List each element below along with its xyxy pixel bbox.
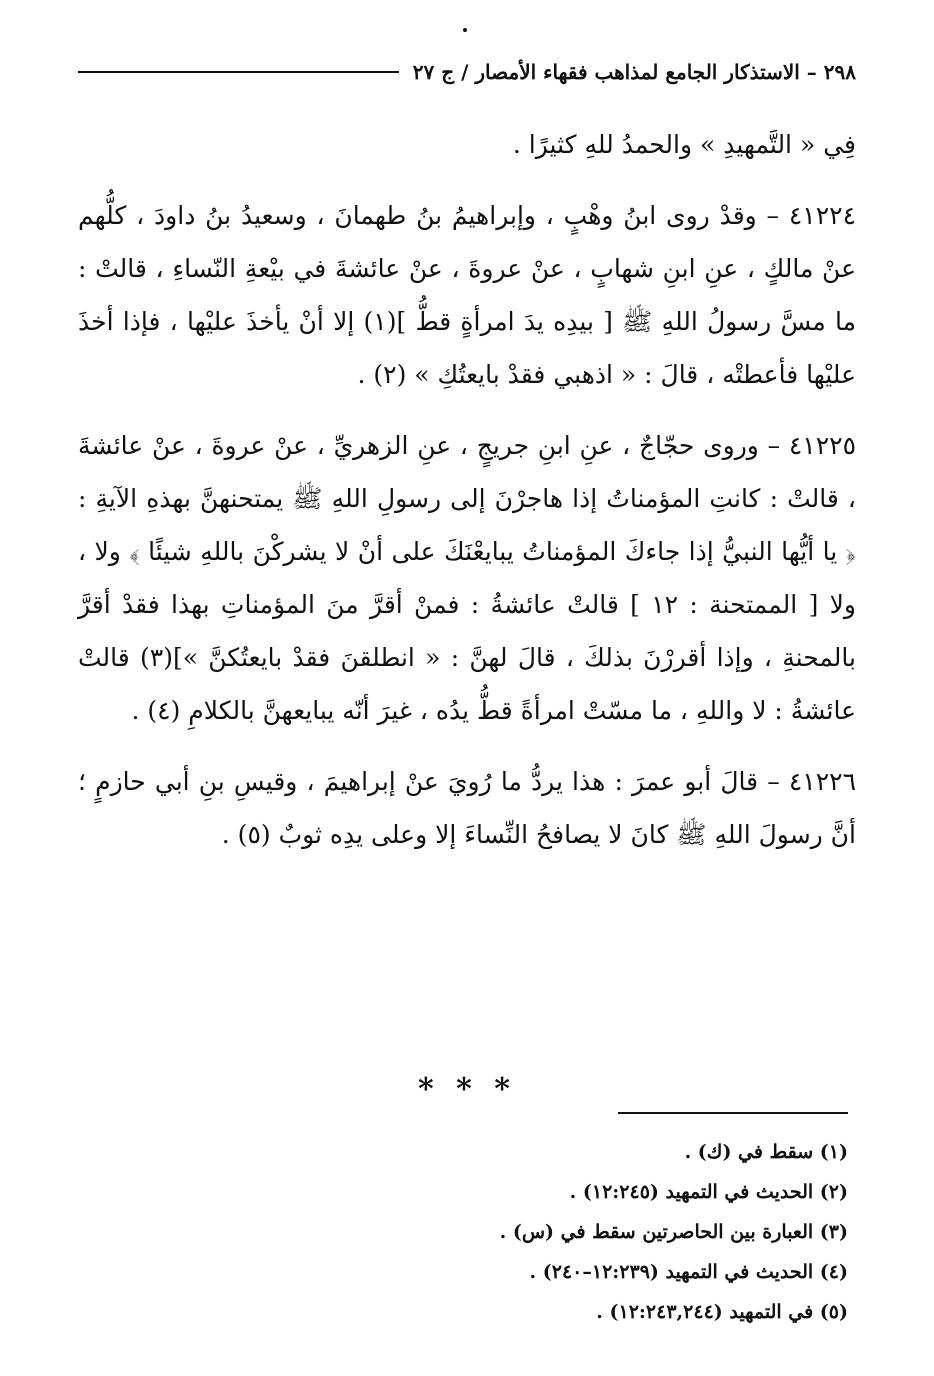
running-head-text: ٢٩٨ – الاستذكار الجامع لمذاهب فقهاء الأمصار / ج ٢٧ [412, 60, 856, 84]
main-text [78, 118, 856, 861]
paragraph-41224: ٤١٢٢٤ – وقدْ روى ابنُ وهْبٍ ، وإبراهيمُ بنُ طهمانَ ، وسعيدُ بنُ داودَ ، كلُّهم عنْ مالكٍ ، عنِ ابنِ شهابٍ ، عنْ عروةَ ، عنْ عائشةَ في بيْعةِ النّساءِ ، قالتْ : ما مسَّ رسولُ اللهِ ﷺ [ بيدِه يدَ امرأةٍ قطُّ ](١) إلا أنْ يأخذَ عليْها ، فإذا أخذَ عليْها فأعطتْه ، قالَ : « اذهبي فقدْ بايعتُكِ » (٢) . [78, 201, 856, 389]
paragraph-continuation: فِي « التَّمهيدِ » والحمدُ للهِ كثيرًا . [512, 130, 856, 159]
paragraph-41226: ٤١٢٢٦ – قالَ أبو عمرَ : هذا يردُّ ما رُويَ عنْ إبراهيمَ ، وقيسِ بنِ أبي حازمٍ ؛ أنَّ رسولَ اللهِ ﷺ كانَ لا يصافحُ النِّساءَ إلا وعلى يدِه ثوبٌ (٥) . [78, 767, 856, 849]
running-header [78, 52, 856, 92]
top-dot-mark [463, 28, 467, 32]
paragraph-41225: ٤١٢٢٥ – وروى حجّاجٌ ، عنِ ابنِ جريجٍ ، عنِ الزهريِّ ، عنْ عروةَ ، عنْ عائشةَ ، قالتْ : كانتِ المؤمناتُ إذا هاجرْنَ إلى رسولِ اللهِ ﷺ يمتحنهنَّ بهذهِ الآيةِ : ﴿ يا أيُّها النبيُّ إذا جاءكَ المؤمناتُ يبايعْنَكَ على أنْ لا يشركْنَ باللهِ شيئًا ﴾ ولا ، ولا [ الممتحنة : ١٢ ] قالتْ عائشةُ : فمنْ أقرَّ منَ المؤمناتِ بهذا فقدْ أقرَّ بالمحنةِ ، وإذا أقررْنَ بذلكَ ، قالَ لهنَّ : « انطلقنَ فقدْ بايعتُكنَّ »](٣) قالتْ عائشةُ : لا واللهِ ، ما مسّتْ امرأةً قطُّ يدُه ، غيرَ أنّه يبايعهنَّ بالكلامِ (٤) . [78, 431, 856, 725]
footnote-rule [618, 1112, 848, 1114]
footnotes [78, 1132, 848, 1332]
footnote-1: (١) سقط في (ك) . [684, 1141, 848, 1163]
footnote-3: (٣) العبارة بين الحاصرتين سقط في (س) . [499, 1221, 848, 1243]
footnote-2: (٢) الحديث في التمهيد (١٢:٢٤٥) . [569, 1181, 848, 1203]
footnote-5: (٥) في التمهيد (١٢:٢٤٣,٢٤٤) . [596, 1301, 848, 1323]
section-separator: * * * [418, 1072, 516, 1107]
header-rule [78, 71, 399, 73]
footnote-4: (٤) الحديث في التمهيد (١٢:٢٣٩–٢٤٠) . [529, 1261, 848, 1283]
